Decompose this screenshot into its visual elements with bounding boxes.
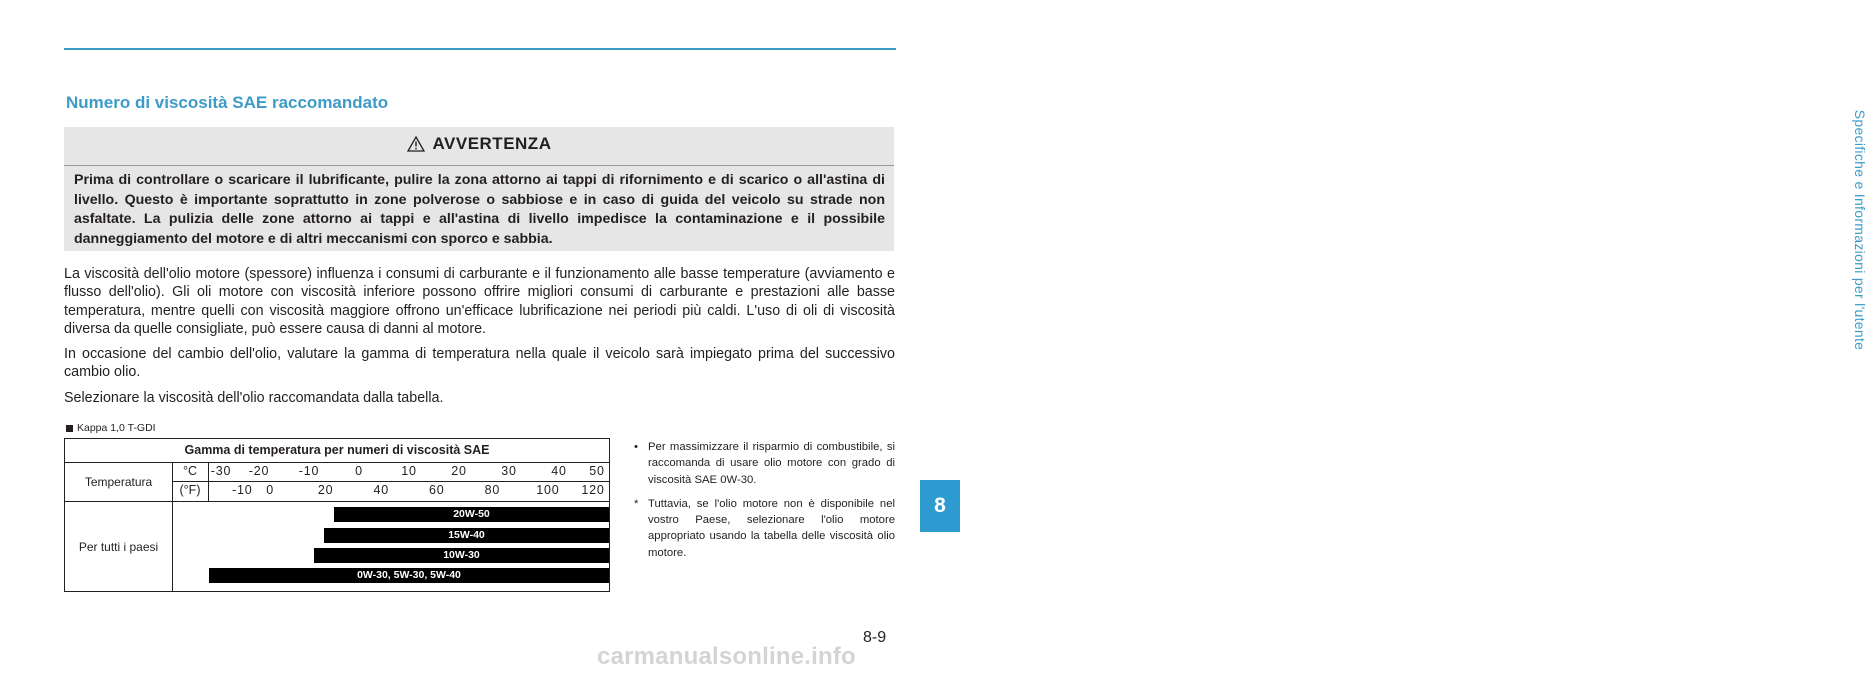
note-availability [632,496,895,561]
body-paragraph-1: La viscosità dell'olio motore (spessore) influenza i consumi di carburante e il funzionamento alle basse temperature (avviamento e flusso dell'olio). Gli oli motore con viscosità inferiore possono offrire migliori consumi di carburante e prestazioni alle basse temperatura, mentre quelli con viscosità maggiore offrono un'efficace lubrificazione nei periodi più caldi. L'uso di oli di viscosità diversa da quelle consigliate, può essere causa di danni al motore. [64,266,895,337]
celsius-tick: 30 [501,464,517,478]
celsius-tick: -20 [248,464,270,478]
chapter-side-title: Specifiche e Informazioni per l'utente [1852,109,1868,351]
side-tab [920,0,1868,676]
unit-divider [208,462,209,502]
body-paragraph-2: In occasione del cambio dell'olio, valutare la gamma di temperatura nella quale il veicolo sarà impiegato prima del successivo cambio olio. [64,346,895,381]
body-paragraph-3: Selezionare la viscosità dell'olio raccomandata dalla tabella. [64,389,444,406]
top-rule [64,48,896,50]
scale-divider [172,481,609,482]
fahrenheit-tick: 80 [484,483,501,497]
viscosity-table [64,438,610,592]
celsius-unit: °C [182,464,198,478]
table-header: Gamma di temperatura per numeri di viscosità SAE [65,439,609,463]
asterisk-mark: * [634,497,639,510]
warning-title: AVVERTENZA [432,134,552,153]
engine-label [66,422,156,434]
fahrenheit-tick: 60 [429,483,445,497]
celsius-tick: -30 [210,464,232,478]
section-title: Numero di viscosità SAE raccomandato [66,93,389,112]
note-text: Tuttavia, se l'olio motore non è disponibile nel vostro Paese, selezionare l'olio motore appropriato usando la tabella delle viscosità olio motore. [648,497,895,559]
celsius-tick: -10 [298,464,320,478]
fahrenheit-tick: 0 [266,483,274,497]
all-countries-label: Per tutti i paesi [78,540,159,554]
warning-triangle-icon [407,136,425,152]
engine-label-text: Kappa 1,0 T-GDI [77,422,156,434]
fahrenheit-tick: 100 [536,483,560,497]
square-bullet-icon [66,425,73,432]
note-fuel-economy [632,439,895,488]
page-number: 8-9 [863,629,887,646]
fahrenheit-unit: (°F) [179,483,201,497]
celsius-tick: 20 [451,464,467,478]
celsius-tick: 50 [589,464,605,478]
viscosity-bar: 20W-50 [334,507,609,522]
warning-text: Prima di controllare o scaricare il lubrificante, pulire la zona attorno ai tappi di rifornimento e di scarico o all'astina di livello. Questo è importante soprattutto in zone polverose o sabbiose e in caso di guida del veicolo su strade non asfaltate. La pulizia delle zone attorno ai tappi e all'astina di livello impedisce la contaminazione e il possibile danneggiamento del motore e di altri meccanismi con sporco e sabbia. [74,172,885,247]
celsius-tick: 0 [355,464,363,478]
fahrenheit-tick: 20 [317,483,334,497]
viscosity-bar: 10W-30 [314,548,609,563]
warning-box [64,127,894,251]
celsius-tick: 10 [401,464,417,478]
bullet-mark: • [634,441,638,453]
fahrenheit-tick: 120 [581,483,605,497]
note-text: Per massimizzare il risparmio di combustibile, si raccomanda di usare olio motore con grado di viscosità SAE 0W-30. [648,441,895,486]
warning-header [64,127,894,166]
celsius-tick: 40 [551,464,567,478]
chapter-number-badge: 8 [920,480,960,532]
viscosity-bar: 15W-40 [324,528,609,543]
body-text [64,265,895,414]
notes [632,439,895,569]
viscosity-bar: 0W-30, 5W-30, 5W-40 [209,568,609,583]
fahrenheit-tick: -10 [232,483,253,497]
watermark: carmanualsonline.info [597,643,856,670]
fahrenheit-tick: 40 [373,483,389,497]
temperature-label: Temperatura [84,475,153,489]
